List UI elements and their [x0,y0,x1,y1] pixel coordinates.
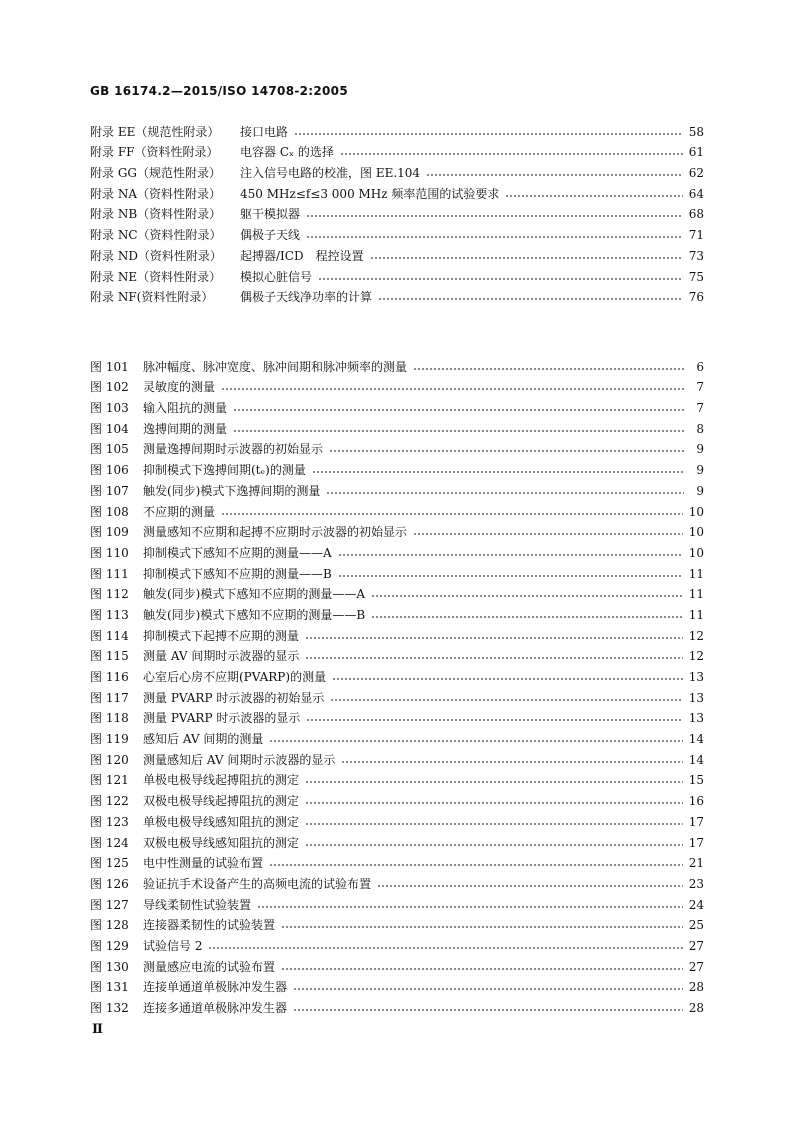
dot-leader [281,968,683,970]
dot-leader [370,257,683,259]
entry-title: 测量感知不应期和起搏不应期时示波器的初始显示 [143,525,408,540]
entry-title: 试验信号 2 [143,938,203,953]
entry-label: 附录 NB（资料性附录） [90,207,222,222]
figure-entry[interactable] [90,456,704,477]
entry-title: 450 MHz≤f≤3 000 MHz 频率范围的试验要求 [240,186,500,201]
entry-title: 验证抗手术设备产生的高频电流的试验布置 [143,876,372,891]
figure-entry[interactable] [90,953,704,974]
figure-entry[interactable] [90,581,704,602]
appendix-entry[interactable] [90,180,704,201]
figure-toc-list [90,353,704,1015]
entry-label: 图 103 [90,401,129,416]
entry-page-number: 8 [696,421,704,436]
entry-label: 附录 EE（规范性附录） [90,124,220,139]
entry-page-number: 27 [688,959,704,974]
dot-leader [257,906,683,908]
dot-leader [338,554,683,556]
figure-entry[interactable] [90,498,704,519]
entry-label: 图 108 [90,504,129,519]
document-header: GB 16174.2—2015/ISO 14708-2:2005 [90,84,348,98]
dot-leader [294,133,683,135]
entry-label: 图 102 [90,380,129,395]
entry-title: 触发(同步)模式下感知不应期的测量——B [143,607,366,622]
entry-label: 图 123 [90,814,129,829]
figure-entry[interactable] [90,932,704,953]
entry-title: 抑制模式下起搏不应期的测量 [143,628,300,643]
dot-leader [426,174,683,176]
entry-page-number: 10 [688,504,704,519]
entry-page-number: 11 [688,587,704,602]
dot-leader [305,802,683,804]
entry-title: 单极电极导线起搏阻抗的测定 [143,773,300,788]
figure-entry[interactable] [90,394,704,415]
dot-leader [305,823,683,825]
dot-leader [332,678,683,680]
entry-page-number: 64 [688,186,704,201]
entry-label: 图 101 [90,359,129,374]
entry-label: 图 122 [90,794,129,809]
entry-label: 图 109 [90,525,129,540]
entry-title: 注入信号电路的校准，图 EE.104 [240,166,421,181]
figure-entry[interactable] [90,808,704,829]
entry-page-number: 7 [696,380,704,395]
entry-title: 逸搏间期的测量 [143,421,228,436]
entry-page-number: 76 [688,290,704,305]
figure-entry[interactable] [90,374,704,395]
entry-label: 图 120 [90,752,129,767]
figure-entry[interactable] [90,974,704,995]
entry-page-number: 68 [688,207,704,222]
dot-leader [305,657,682,659]
entry-title: 抑制模式下感知不应期的测量——B [143,566,332,581]
entry-label: 图 132 [90,1001,129,1015]
dot-leader [293,1009,683,1011]
entry-title: 导线柔韧性试验装置 [143,897,252,912]
entry-page-number: 17 [688,835,704,850]
figure-entry[interactable] [90,415,704,436]
figure-entry[interactable] [90,787,704,808]
entry-title: 测量逸搏间期时示波器的初始显示 [143,442,324,457]
entry-page-number: 12 [688,649,704,664]
entry-page-number: 11 [688,607,704,622]
dot-leader [221,388,684,390]
entry-title: 触发(同步)模式下逸搏间期的测量 [143,483,321,498]
appendix-entry[interactable] [90,221,704,242]
entry-page-number: 24 [688,897,704,912]
entry-label: 附录 NA（资料性附录） [90,186,221,201]
dot-leader [306,719,682,721]
entry-label: 图 114 [90,628,129,643]
entry-title: 测量感知后 AV 间期时示波器的显示 [143,752,336,767]
figure-entry[interactable] [90,725,704,746]
entry-page-number: 14 [688,732,704,747]
entry-label: 图 104 [90,421,129,436]
dot-leader [505,195,682,197]
entry-label: 图 107 [90,483,129,498]
entry-label: 附录 GG（规范性附录） [90,166,221,181]
figure-entry[interactable] [90,663,704,684]
entry-label: 附录 FF（资料性附录） [90,145,219,160]
appendix-entry[interactable] [90,242,704,263]
dot-leader [269,864,683,866]
entry-page-number: 12 [688,628,704,643]
entry-title: 心室后心房不应期(PVARP)的测量 [143,670,327,684]
entry-title: 感知后 AV 间期的测量 [143,732,264,747]
dot-leader [338,575,683,577]
entry-page-number: 61 [688,145,704,160]
appendix-entry[interactable] [90,118,704,139]
page-number-footer: Ⅱ [92,1022,103,1037]
dot-leader [208,947,682,949]
entry-title: 脉冲幅度、脉冲宽度、脉冲间期和脉冲频率的测量 [143,359,408,374]
entry-title: 测量 PVARP 时示波器的初始显示 [143,690,325,705]
entry-title: 连接器柔韧性的试验装置 [143,918,276,933]
figure-entry[interactable] [90,622,704,643]
entry-page-number: 73 [688,248,704,263]
entry-page-number: 13 [688,670,704,684]
dot-leader [281,926,683,928]
dot-leader [306,215,683,217]
entry-label: 图 105 [90,442,129,457]
figure-entry[interactable] [90,850,704,871]
entry-title: 抑制模式下感知不应期的测量——A [143,545,332,560]
dot-leader [233,409,684,411]
dot-leader [233,430,684,432]
entry-page-number: 9 [696,442,704,457]
dot-leader [413,533,683,535]
entry-label: 图 110 [90,545,129,560]
figure-entry[interactable] [90,746,704,767]
appendix-entry[interactable] [90,284,704,305]
dot-leader [306,236,683,238]
entry-label: 图 112 [90,587,129,602]
dot-leader [413,368,684,370]
entry-title: 模拟心脏信号 [240,269,313,284]
entry-label: 附录 ND（资料性附录） [90,248,222,263]
entry-page-number: 75 [688,269,704,284]
entry-title: 偶极子天线 [240,228,301,243]
entry-label: 附录 NC（资料性附录） [90,228,222,243]
entry-label: 图 106 [90,463,129,478]
entry-page-number: 71 [688,228,704,243]
dot-leader [305,637,683,639]
entry-label: 图 128 [90,918,129,933]
entry-title: 接口电路 [240,124,289,139]
entry-title: 测量 AV 间期时示波器的显示 [143,649,300,664]
figure-entry[interactable] [90,601,704,622]
entry-label: 附录 NF(资料性附录） [90,290,214,305]
dot-leader [378,298,683,300]
figure-entry[interactable] [90,519,704,540]
entry-title: 单极电极导线感知阻抗的测定 [143,814,300,829]
dot-leader [318,278,683,280]
entry-page-number: 6 [696,359,704,374]
dot-leader [293,988,683,990]
dot-leader [305,781,683,783]
entry-page-number: 17 [688,814,704,829]
entry-label: 图 130 [90,959,129,974]
entry-label: 图 125 [90,856,129,871]
figure-entry[interactable] [90,870,704,891]
figure-entry[interactable] [90,829,704,850]
entry-title: 输入阻抗的测量 [143,401,228,416]
appendix-entry[interactable] [90,263,704,284]
figure-entry[interactable] [90,353,704,374]
entry-title: 躯干模拟器 [240,207,301,222]
figure-entry[interactable] [90,643,704,664]
appendix-entry[interactable] [90,159,704,180]
dot-leader [371,595,683,597]
appendix-entry[interactable] [90,139,704,160]
entry-label: 图 124 [90,835,129,850]
dot-leader [221,513,683,515]
entry-title: 抑制模式下逸搏间期(tₑ)的测量 [143,463,306,478]
entry-title: 测量感应电流的试验布置 [143,959,276,974]
entry-page-number: 27 [688,938,704,953]
entry-label: 附录 NE（资料性附录） [90,269,222,284]
entry-page-number: 28 [688,1001,704,1015]
dot-leader [329,450,684,452]
figure-entry[interactable] [90,705,704,726]
entry-title: 灵敏度的测量 [143,380,216,395]
entry-label: 图 121 [90,773,129,788]
entry-title: 不应期的测量 [143,504,216,519]
figure-entry[interactable] [90,539,704,560]
figure-entry[interactable] [90,767,704,788]
entry-page-number: 62 [688,166,704,181]
entry-page-number: 16 [688,794,704,809]
entry-title: 电容器 Cₓ 的选择 [240,145,334,160]
entry-page-number: 7 [696,401,704,416]
entry-title: 连接多通道单极脉冲发生器 [143,1001,288,1015]
dot-leader [312,471,684,473]
entry-page-number: 10 [688,545,704,560]
dot-leader [340,153,683,155]
entry-page-number: 21 [688,856,704,871]
figure-entry[interactable] [90,994,704,1015]
entry-label: 图 131 [90,980,129,995]
entry-page-number: 25 [688,918,704,933]
dot-leader [341,761,682,763]
entry-page-number: 9 [696,483,704,498]
appendix-toc-list [90,118,704,304]
dot-leader [305,844,683,846]
dot-leader [371,616,683,618]
entry-label: 图 129 [90,938,129,953]
appendix-entry[interactable] [90,201,704,222]
dot-leader [269,740,682,742]
entry-title: 偶极子天线净功率的计算 [240,290,373,305]
entry-title: 起搏器/ICD 程控设置 [240,248,364,263]
entry-label: 图 118 [90,711,129,726]
entry-title: 连接单通道单极脉冲发生器 [143,980,288,995]
entry-title: 电中性测量的试验布置 [143,856,264,871]
entry-page-number: 28 [688,980,704,995]
entry-label: 图 127 [90,897,129,912]
figure-entry[interactable] [90,477,704,498]
dot-leader [377,885,683,887]
entry-page-number: 11 [688,566,704,581]
figure-entry[interactable] [90,684,704,705]
entry-page-number: 10 [688,525,704,540]
dot-leader [330,699,682,701]
entry-page-number: 23 [688,876,704,891]
dot-leader [326,492,684,494]
entry-label: 图 111 [90,566,129,581]
entry-title: 双极电极导线感知阻抗的测定 [143,835,300,850]
figure-entry[interactable] [90,560,704,581]
entry-page-number: 9 [696,463,704,478]
entry-title: 双极电极导线起搏阻抗的测定 [143,794,300,809]
entry-label: 图 116 [90,670,129,684]
entry-page-number: 13 [688,711,704,726]
entry-title: 测量 PVARP 时示波器的显示 [143,711,301,726]
figure-entry[interactable] [90,891,704,912]
entry-page-number: 14 [688,752,704,767]
entry-label: 图 126 [90,876,129,891]
figure-entry[interactable] [90,912,704,933]
entry-label: 图 117 [90,690,129,705]
entry-page-number: 13 [688,690,704,705]
entry-label: 图 113 [90,607,129,622]
entry-title: 触发(同步)模式下感知不应期的测量——A [143,587,366,602]
figure-entry[interactable] [90,436,704,457]
entry-page-number: 15 [688,773,704,788]
entry-label: 图 119 [90,732,129,747]
entry-label: 图 115 [90,649,129,664]
entry-page-number: 58 [688,124,704,139]
